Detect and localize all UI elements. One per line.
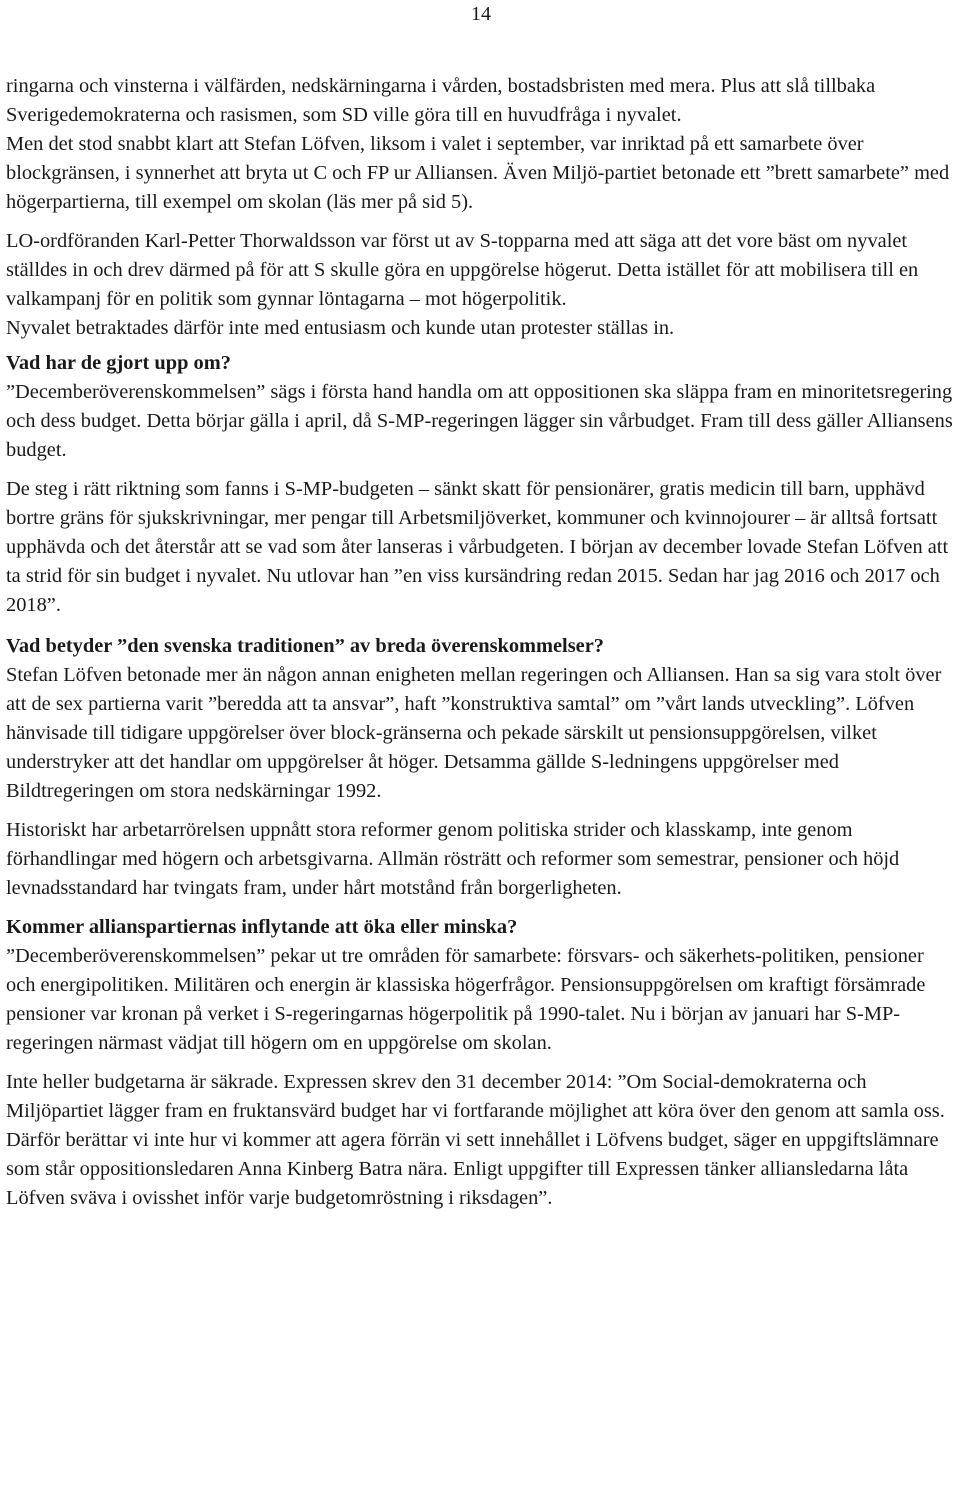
paragraph-8: Historiskt har arbetarrörelsen uppnått stora reformer genom politiska strider och klasskamp, inte genom förhandlingar med högern och arbetsgivarna. Allmän rösträtt och reformer som semestrar, pensioner och höjd levnadsstandard har tvingats fram, under hårt motstånd från borgerligheten. [6,819,900,899]
paragraph-10: Inte heller budgetarna är säkrade. Expressen skrev den 31 december 2014: ”Om Social-demokraterna och Miljöpartiet lägger fram en fruktansvärd budget har vi fortfarande möjlighet att köra över den genom att samla oss. Därför berättar vi inte hur vi kommer att agera förrän vi sett innehållet i Löfvens budget, säger en uppgiftslämnare som står oppositionsledaren Anna Kinberg Batra nära. Enligt uppgifter till Expressen tänker alliansledarna låta Löfven sväva i ovisshet inför varje budgetomröstning i riksdagen”. [6,1071,945,1209]
paragraph-4: Nyvalet betraktades därför inte med entusiasm och kunde utan protester ställas in. [6,317,675,339]
paragraph-1: ringarna och vinsterna i välfärden, nedskärningarna i vården, bostadsbristen med mera. Plus att slå tillbaka Sverigedemokraterna och rasismen, som SD ville göra till en huvudfråga i nyvalet. [6,75,876,126]
page-number: 14 [471,3,491,25]
paragraph-3: LO-ordföranden Karl-Petter Thorwaldsson var först ut av S-topparna med att säga att det vore bäst om nyvalet ställdes in och drev därmed på för att S skulle göra en uppgörelse högerut. Detta istället för att mobilisera till en valkampanj för en politik som gynnar löntagarna – mot högerpolitik. [6,230,919,310]
paragraph-6: De steg i rätt riktning som fanns i S-MP-budgeten – sänkt skatt för pensionärer, gratis medicin till barn, upphävd bortre gräns för sjukskrivningar, mer pengar till Arbetsmiljöverket, kommuner och kvinnojourer – är alltså fortsatt upphävda och det återstår att se vad som åter lanseras i vårbudgeten. I början av december lovade Stefan Löfven att ta strid för sin budget i nyvalet. Nu utlovar han ”en viss kursändring redan 2015. Sedan har jag 2016 och 2017 och 2018”. [6,478,949,616]
section-heading-2: Vad betyder ”den svenska traditionen” av breda överenskommelser? [6,635,604,657]
document-body [6,72,956,1213]
paragraph-9: ”Decemberöverenskommelsen” pekar ut tre områden för samarbete: försvars- och säkerhets-politiken, pensioner och energipolitiken. Militären och energin är klassiska högerfrågor. Pensionsuppgörelsen om kraftigt försämrade pensioner var kronan på verket i S-regeringarnas högerpolitik på 1990-talet. Nu i början av januari har S-MP-regeringen närmast vädjat till högern om en uppgörelse om skolan. [6,945,926,1054]
paragraph-5: ”Decemberöverenskommelsen” sägs i första hand handla om att oppositionen ska släppa fram en minoritetsregering och dess budget. Detta börjar gälla i april, då S-MP-regeringen lägger sin vårbudget. Fram till dess gäller Alliansens budget. [6,381,953,461]
section-heading-3: Kommer allianspartiernas inflytande att öka eller minska? [6,916,518,938]
paragraph-2: Men det stod snabbt klart att Stefan Löfven, liksom i valet i september, var inriktad på ett samarbete över blockgränsen, i synnerhet att bryta ut C och FP ur Alliansen. Även Miljö-partiet betonade ett ”brett samarbete” med högerpartierna, till exempel om skolan (läs mer på sid 5). [6,133,950,213]
paragraph-7: Stefan Löfven betonade mer än någon annan enigheten mellan regeringen och Alliansen. Han sa sig vara stolt över att de sex partierna varit ”beredda att ta ansvar”, haft ”konstruktiva samtal” om ”vårt lands utveckling”. Löfven hänvisade till tidigare uppgörelser över block-gränserna och pekade särskilt ut pensionsuppgörelsen, vilket understryker att det handlar om uppgörelser åt höger. Detsamma gällde S-ledningens uppgörelser med Bildtregeringen om stora nedskärningar 1992. [6,664,942,802]
section-heading-1: Vad har de gjort upp om? [6,352,231,374]
